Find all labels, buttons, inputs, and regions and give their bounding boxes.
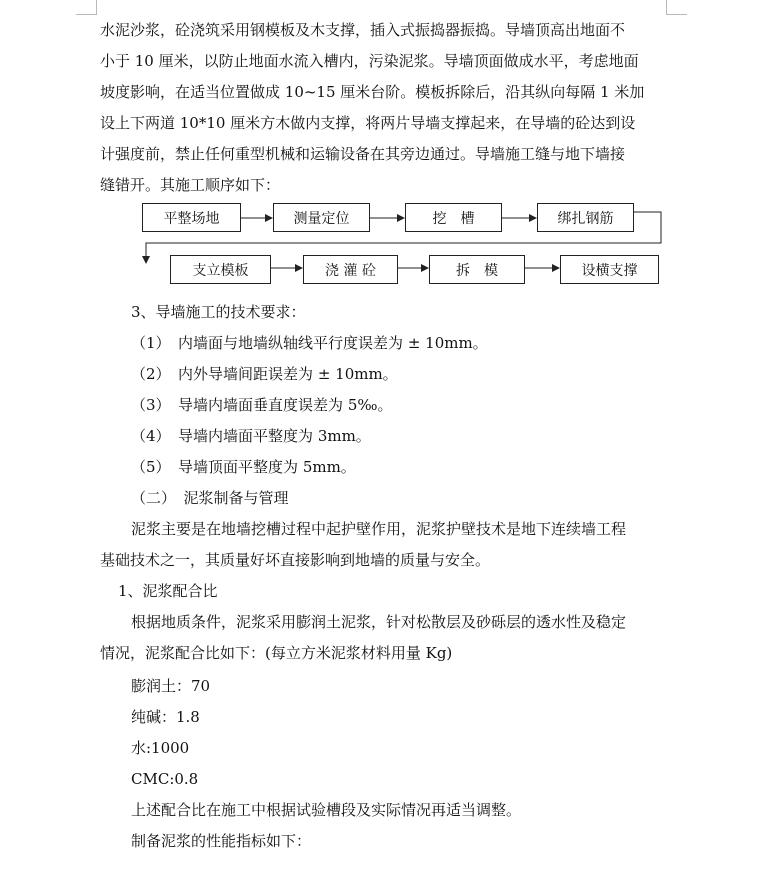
paragraph-line: 根据地质条件，泥浆采用膨润土泥浆，针对松散层及砂砾层的透水性及稳定 (131, 613, 627, 631)
paragraph-line: 水泥沙浆，砼浇筑采用钢模板及木支撑，插入式振捣器振捣。导墙顶高出地面不 (100, 21, 626, 39)
section-heading: （二） 泥浆制备与管理 (131, 489, 289, 507)
paragraph-line: 设上下两道 10*10 厘米方木做内支撑，将两片导墙支撑起来，在导墙的砼达到设 (100, 114, 636, 132)
ratio-item: 膨润土：70 (131, 677, 211, 695)
paragraph-line: 制备泥浆的性能指标如下： (131, 832, 312, 850)
paragraph-line: 情况，泥浆配合比如下：(每立方米泥浆材料用量 Kg) (100, 644, 453, 662)
paragraph-line: 基础技术之一，其质量好坏直接影响到地墙的质量与安全。 (100, 551, 491, 569)
flow-step-box: 测量定位 (273, 203, 370, 232)
flow-step-box: 浇 灌 砼 (303, 255, 398, 284)
ratio-item: CMC:0.8 (131, 770, 199, 788)
flow-step-box: 设横支撑 (560, 255, 659, 284)
paragraph-line: 计强度前，禁止任何重型机械和运输设备在其旁边通过。导墙施工缝与地下墙接 (100, 145, 626, 163)
ratio-item: 水:1000 (131, 739, 190, 757)
requirement-item: （5） 导墙顶面平整度为 5mm。 (131, 458, 356, 476)
paragraph-line: 缝错开。其施工顺序如下： (100, 176, 281, 194)
requirement-item: （4） 导墙内墙面平整度为 3mm。 (131, 427, 371, 445)
flow-step-box: 支立模板 (170, 255, 271, 284)
flow-step-box: 绑扎钢筋 (537, 203, 634, 232)
subsection-heading: 1、泥浆配合比 (118, 582, 218, 600)
requirement-item: （1） 内墙面与地墙纵轴线平行度误差为 ± 10mm。 (131, 334, 488, 352)
requirement-item: （2） 内外导墙间距误差为 ± 10mm。 (131, 365, 398, 383)
flow-step-box: 挖 槽 (405, 203, 502, 232)
paragraph-line: 上述配合比在施工中根据试验槽段及实际情况再适当调整。 (131, 801, 522, 819)
flow-step-box: 拆 模 (429, 255, 525, 284)
paragraph-line: 坡度影响，在适当位置做成 10~15 厘米台阶。模板拆除后，沿其纵向每隔 1 米加 (100, 83, 645, 101)
requirement-item: （3） 导墙内墙面垂直度误差为 5‰。 (131, 396, 393, 414)
flow-step-box: 平整场地 (142, 203, 241, 232)
ratio-item: 纯碱：1.8 (131, 708, 200, 726)
section-heading: 3、导墙施工的技术要求： (131, 303, 306, 321)
paragraph-line: 泥浆主要是在地墙挖槽过程中起护壁作用，泥浆护壁技术是地下连续墙工程 (131, 520, 627, 538)
paragraph-line: 小于 10 厘米，以防止地面水流入槽内，污染泥浆。导墙顶面做成水平，考虑地面 (100, 52, 639, 70)
